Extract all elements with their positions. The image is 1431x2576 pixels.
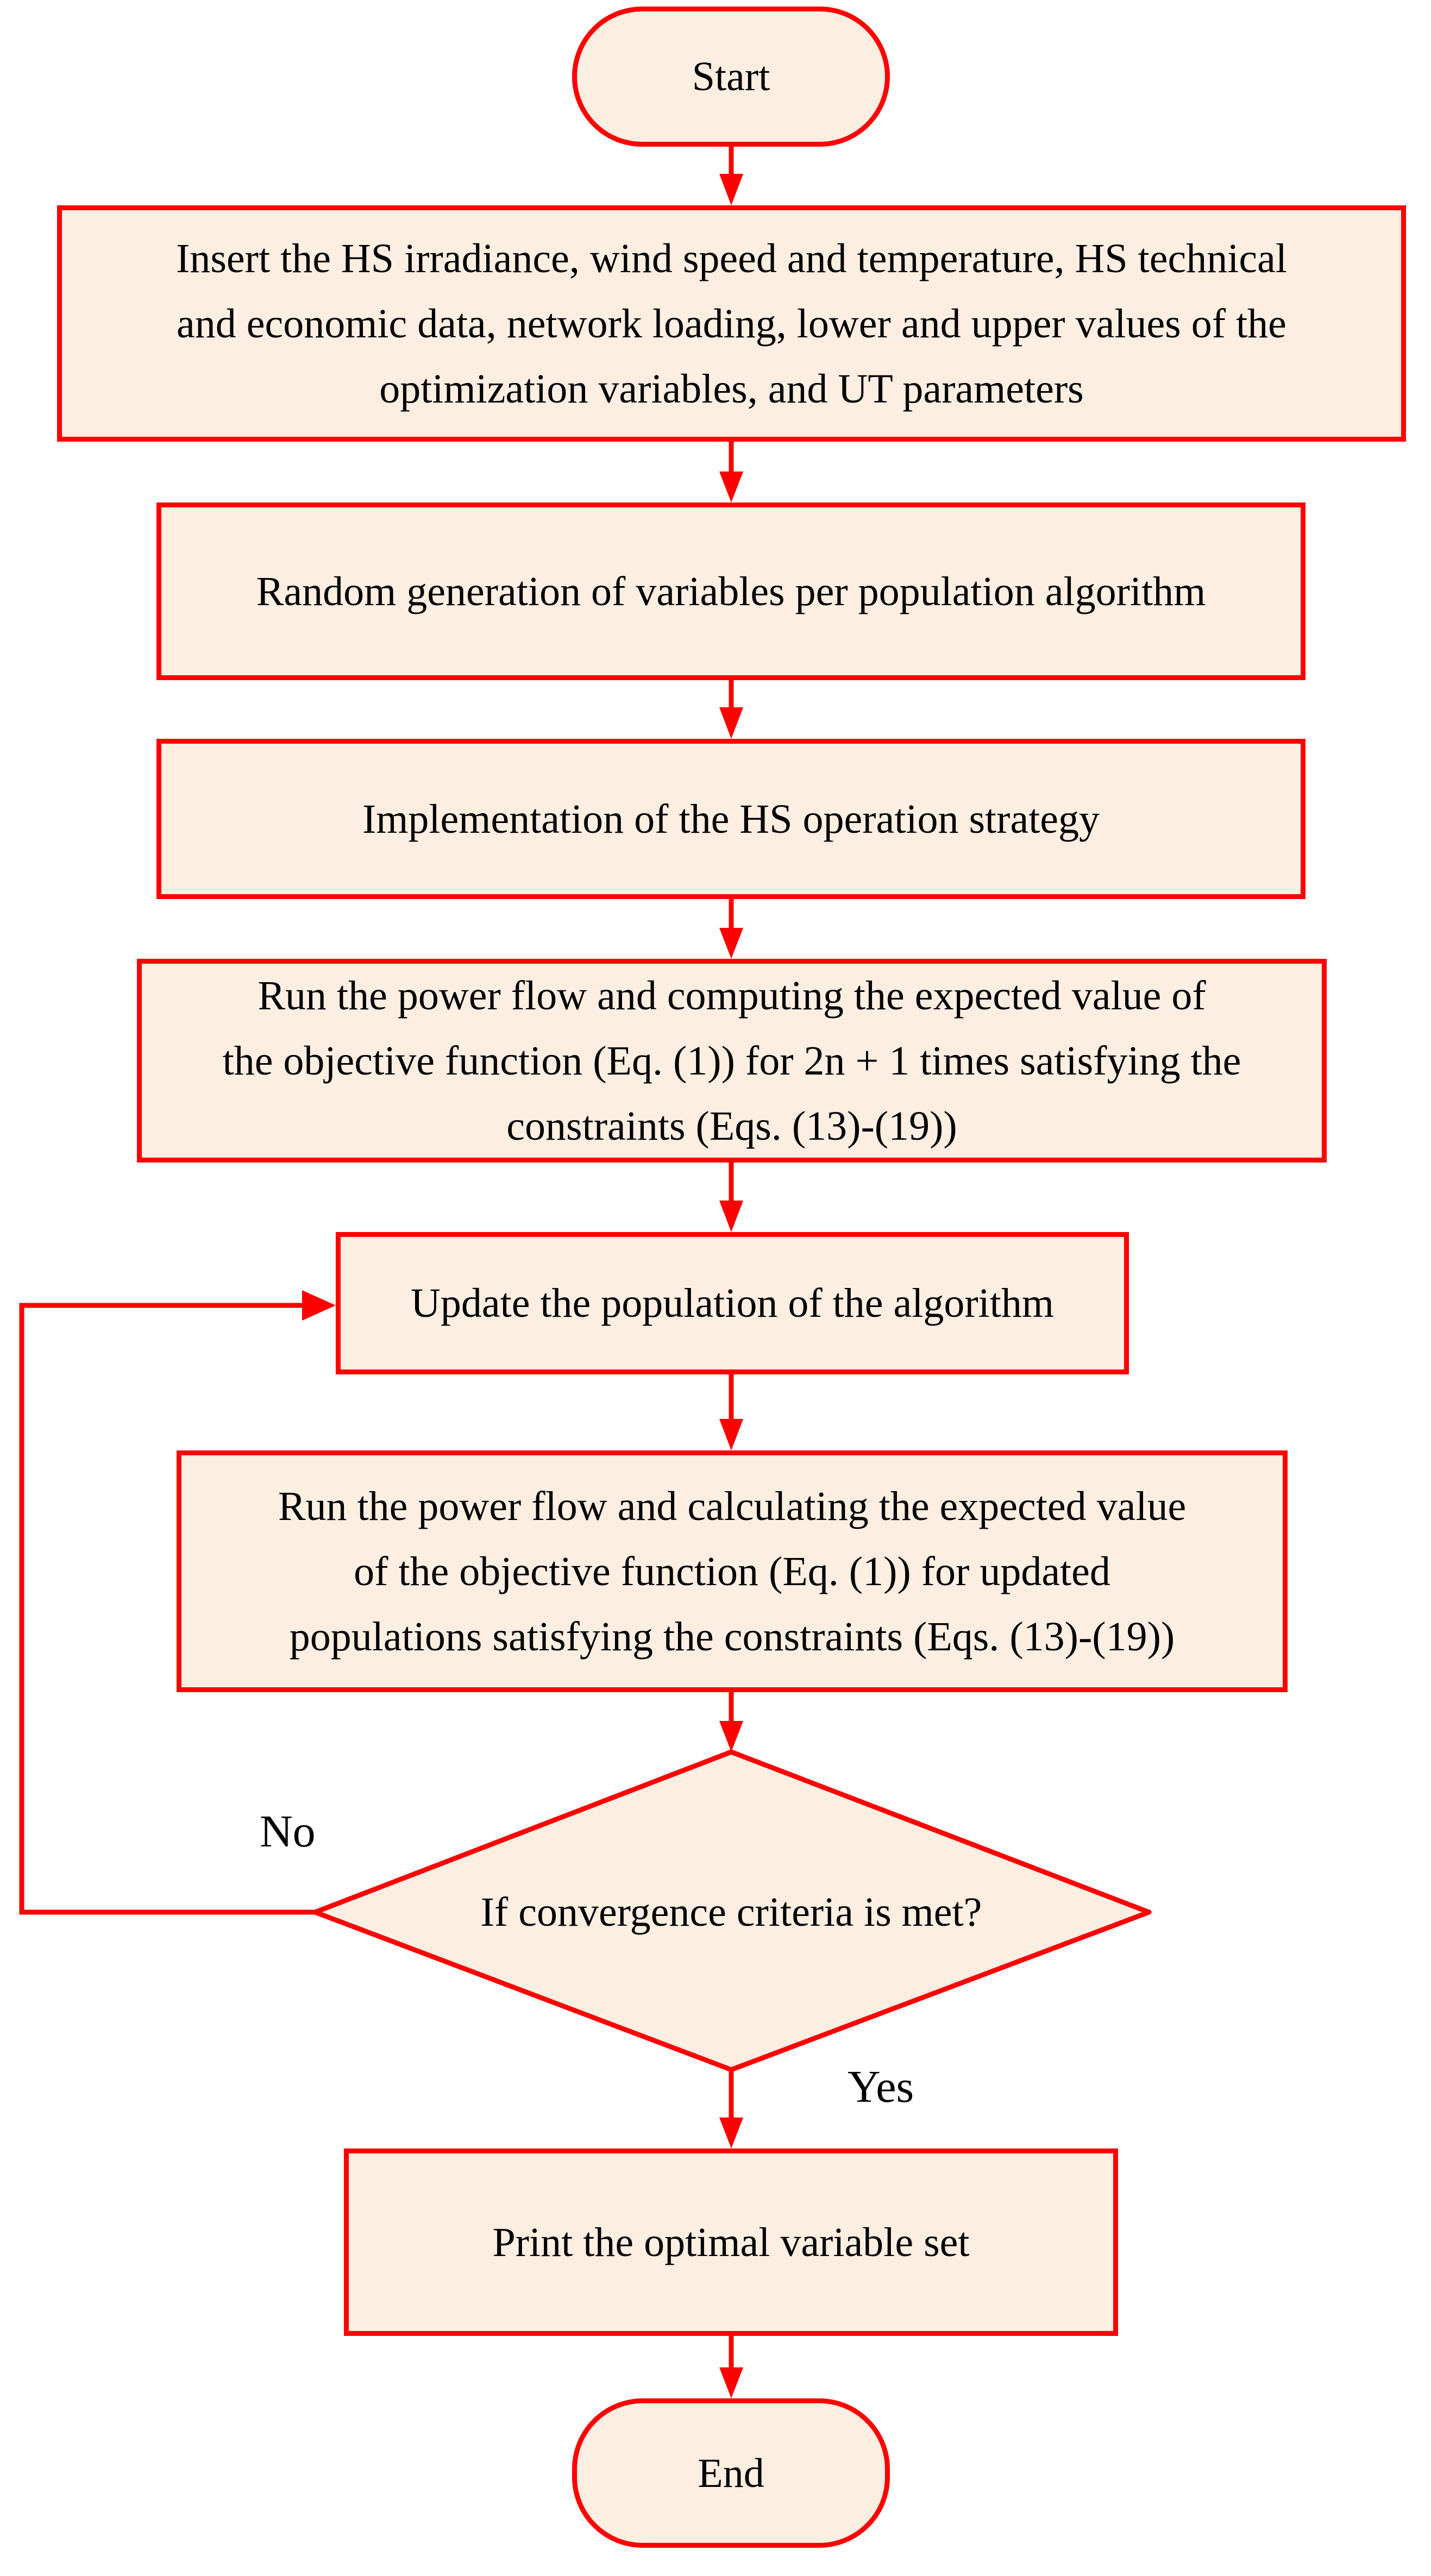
- yes-branch-label: Yes: [848, 2062, 914, 2112]
- start-terminal: [572, 7, 890, 147]
- step-input-data: [57, 205, 1406, 442]
- step-text-line: populations satisfying the constraints (Eqs. (13)-(19)): [289, 1613, 1175, 1660]
- step-text-line: and economic data, network loading, lower and upper values of the: [177, 300, 1286, 347]
- end-terminal: [572, 2398, 890, 2548]
- no-branch-label: No: [260, 1806, 316, 1857]
- step-text-line: Print the optimal variable set: [492, 2219, 970, 2265]
- step-random-generation: [156, 502, 1306, 680]
- step-text-line: Implementation of the HS operation strategy: [362, 796, 1100, 842]
- step-updated-power-flow: [177, 1450, 1288, 1692]
- step-text-line: Run the power flow and calculating the expected value: [278, 1483, 1187, 1529]
- step-text-line: of the objective function (Eq. (1)) for updated: [354, 1548, 1110, 1594]
- start-label: Start: [692, 54, 770, 99]
- step-update-population: [336, 1232, 1129, 1374]
- step-text-line: optimization variables, and UT parameters: [379, 366, 1084, 412]
- step-operation-strategy: [156, 739, 1306, 899]
- step-text-line: Update the population of the algorithm: [410, 1280, 1055, 1326]
- step-text-line: Random generation of variables per population algorithm: [256, 568, 1206, 614]
- step-text-line: Insert the HS irradiance, wind speed and temperature, HS technical: [176, 235, 1287, 281]
- step-print-output: [344, 2148, 1118, 2336]
- step-text-line: the objective function (Eq. (1)) for 2n + 1 times satisfying the: [222, 1038, 1241, 1084]
- step-initial-power-flow: [137, 959, 1327, 1163]
- step-text-line: constraints (Eqs. (13)-(19)): [506, 1103, 957, 1149]
- step-text-line: Run the power flow and computing the expected value of: [258, 972, 1206, 1019]
- end-label: End: [698, 2450, 764, 2496]
- decision-label: If convergence criteria is met?: [480, 1889, 982, 1935]
